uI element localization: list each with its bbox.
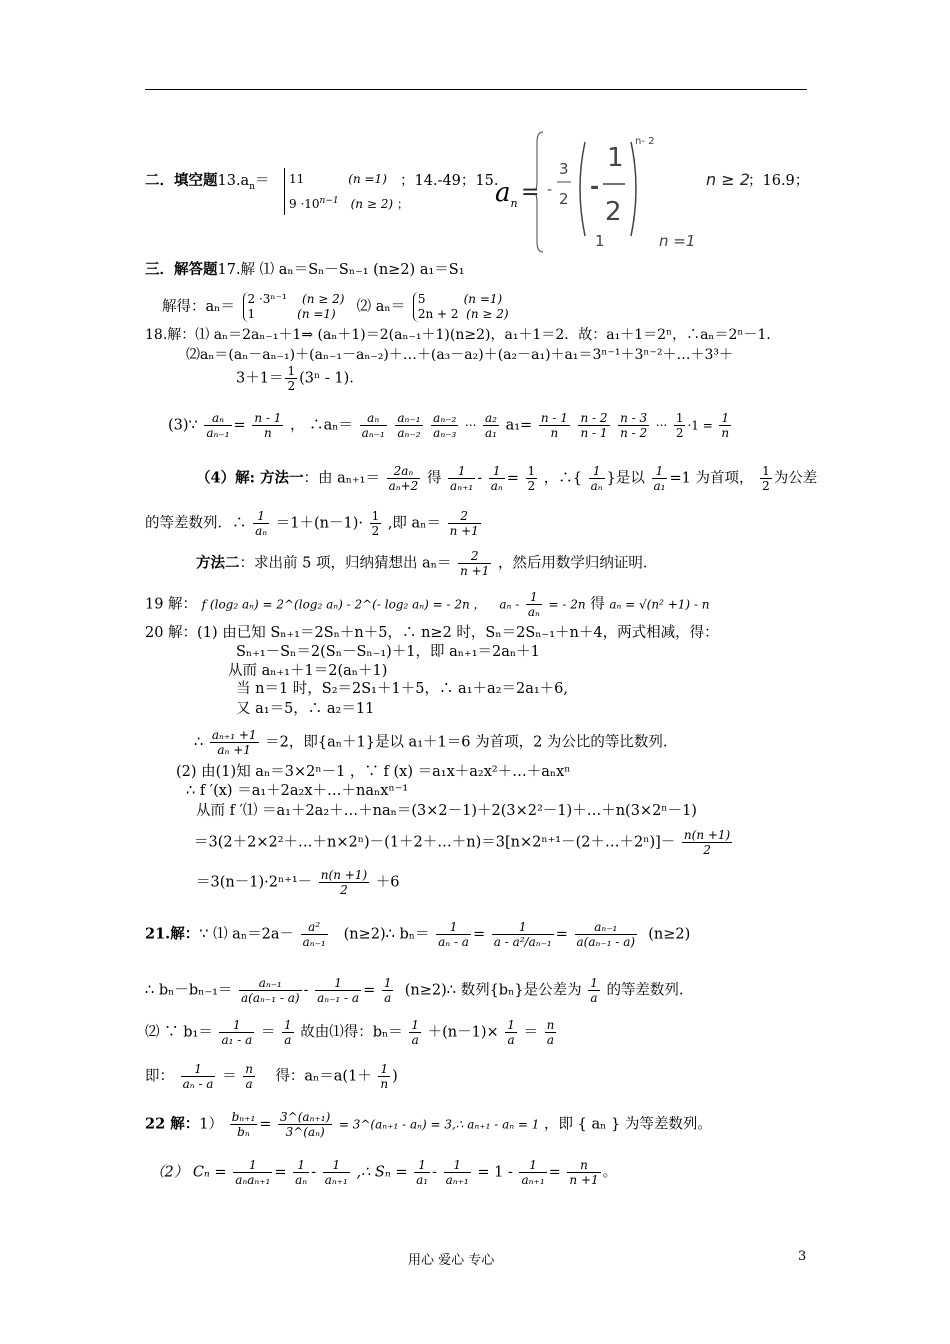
q18-line2: ⑵aₙ＝(aₙ－aₙ₋₁)＋(aₙ₋₁－aₙ₋₂)＋…＋(a₃－a₂)＋(a₂－a₁)＋a₁＝3ⁿ⁻¹＋3ⁿ⁻²＋…＋3³＋ [186,347,733,363]
q18-line6: 的等差数列．∴ $\frac{1}{\text{aₙ}}$ ＝1＋(n－1)· $\frac{1}{2}$ ,即 aₙ＝ $\frac{2}{n +1}$ [145,509,479,538]
q22-line2: （2） Cₙ = $\frac{1}{\text{aₙaₙ₊₁}}$ = $\frac{1}{\text{aₙ}}$ - $\frac{1}{\text{aₙ₊₁}}$ ,∴ Sₙ = $\frac{1}{\text{a₁}}$ - $\frac{1}{\text{aₙ₊₁}}$ = 1 - $\frac{1}{\text{aₙ₊₁}}$ = $\frac{n}{n +1}$ 。 [150,1158,618,1187]
svg-text:3: 3 [559,160,569,178]
q14-answer: ；14.-49；15. [400,173,499,189]
q22-line1: 22 解：1） $\frac{\text{bₙ₊₁}}{\text{bₙ}}$ = $\frac{\text{3\textasciicircum{}(aₙ₊₁)}}{\text{3\textasciicircum{}(aₙ)}}$ = 3^(aₙ₊₁ - aₙ) = 3,∴ aₙ₊₁ - aₙ = 1 ，即 { aₙ } 为等差数列。 [145,1110,712,1139]
q20-line1: 20 解：(1) 由已知 Sₙ₊₁＝2Sₙ＋n＋5，∴ n≥2 时，Sₙ＝2Sₙ₋₁＋n＋4，两式相减，得： [145,625,719,641]
svg-text:-: - [590,175,600,200]
q21-line4: 即： $\frac{1}{\text{aₙ - a}}$ ＝ $\frac{n}{a}$ 得：aₙ＝a(1＋ $\frac{1}{n}$ ) [145,1062,398,1091]
q20-line5: 又 a₁＝5，∴ a₂＝11 [236,701,375,717]
sec2-line: 二．填空题$13.a_n=$ [145,172,270,192]
q20-line8: ∴ f ′(x) ＝a₁＋2a₂x＋…＋naₙxⁿ⁻¹ [186,783,409,799]
q21-line3: ⑵ ∵ b₁＝ $\frac{1}{\text{a₁ - a}}$ ＝ $\frac{1}{a}$ 故由⑴得：bₙ＝ $\frac{1}{a}$ ＋(n－1)× $\frac{1}{a}$ ＝ $\frac{n}{a}$ [145,1018,555,1047]
q19-line: 19 解： f (log₂ aₙ) = 2^(log₂ aₙ) - 2^(- log₂ aₙ) = - 2n ， aₙ - $\frac{1}{\text{aₙ}}$ = - 2n 得 aₙ = √(n² +1) - n [145,590,710,619]
sec3-heading: 三．解答题 [145,261,218,278]
q15-eq: = [521,180,540,205]
q18-line3: 3＋1＝ $\frac{1}{2}$ (3ⁿ - 1)． [236,364,364,393]
q18-line1: 18.解：⑴ aₙ＝2aₙ₋₁＋1⇒ (aₙ＋1)＝2(aₙ₋₁＋1)(n≥2)，a₁＋1＝2．故：a₁＋1＝2ⁿ，∴aₙ＝2ⁿ－1． [145,327,781,343]
q15-an: $a_n$ [495,178,518,211]
svg-text:2: 2 [559,190,569,208]
svg-text:n- 2: n- 2 [635,136,655,147]
svg-text:1: 1 [595,232,605,250]
q17-line1: 三．解答题17.解 ⑴ aₙ＝Sₙ－Sₙ₋₁ (n≥2) a₁＝S₁ [145,261,465,278]
q21-line2: ∴ bₙ－bₙ₋₁＝ $\frac{\text{aₙ₋₁}}{\text{a(aₙ₋₁ - a)}}$ - $\frac{1}{\text{aₙ₋₁ - a}}$ = $\frac{1}{a}$ (n≥2)∴ 数列{bₙ}是公差为 $\frac{1}{a}$ 的等差数列. [145,976,684,1005]
q18-line4: (3)∵ $\frac{\text{aₙ}}{\text{aₙ₋₁}}$ = $\frac{n - 1}{n}$ ， ∴aₙ＝ $\frac{\text{aₙ}}{\text{aₙ₋₁}}$ $\frac{\text{aₙ₋₁}}{\text{aₙ₋₂}}$ $\frac{\text{aₙ₋₂}}{\text{aₙ₋₃}}$ ··· $\frac{\text{a₂}}{\text{a₁}}$ a₁= $\frac{n - 1}{n}$ $\frac{n - 2}{n - 1}$ $\frac{n - 3}{n - 2}$ ··· $\frac{1}{2}$ ·1 = $\frac{1}{n}$ [168,411,730,440]
q21-line1: 21.解：∵ ⑴ aₙ＝2a－ $\frac{\text{a²}}{\text{aₙ₋₁}}$ (n≥2)∴ bₙ＝ $\frac{1}{\text{aₙ - a}}$ = $\frac{1}{\text{a - a²/aₙ₋₁}}$ = $\frac{\text{aₙ₋₁}}{\text{a(aₙ₋₁ - a)}}$ (n≥2) [145,920,691,949]
q16-answer: ；16.9； [748,173,810,189]
q18-line7: 方法二：求出前 5 项，归纳猜想出 aₙ＝ $\frac{2}{n +1}$ ，然后用数学归纳证明． [196,549,658,578]
svg-text:n =1: n =1 [659,232,696,250]
q13-cases: 11 (n =1) $9 \cdot 10^{n-1}$ (n ≥ 2) ； [284,168,409,215]
svg-text:-: - [547,182,553,198]
page-number: 3 [798,1249,807,1264]
q20-line9: 从而 f ′⑴ ＝a₁＋2a₂＋…＋naₙ＝(3×2－1)＋2(3×2²－1)＋…＋n(3×2ⁿ－1) [196,803,697,819]
q18-line5: （4）解: 方法一：由 aₙ₊₁＝ $\frac{\text{2aₙ}}{\text{aₙ+2}}$ 得 $\frac{1}{\text{aₙ₊₁}}$ - $\frac{1}{\text{aₙ}}$ = $\frac{1}{2}$ ，∴{ $\frac{1}{\text{aₙ}}$ }是以 $\frac{1}{\text{a₁}}$ =1 为首项， $\frac{1}{2}$ 为公差 [196,464,818,493]
q20-line2: Sₙ₊₁－Sₙ＝2(Sₙ－Sₙ₋₁)＋1，即 aₙ₊₁＝2aₙ＋1 [236,644,540,660]
page-footer: 用心 爱心 专心 [408,1253,495,1268]
svg-text:1: 1 [607,143,624,173]
q20-line7: (2) 由(1)知 aₙ＝3×2ⁿ－1 ，∵ f (x) ＝a₁x＋a₂x²＋…＋aₙxⁿ [176,764,571,780]
q15-cond1: n ≥ 2 [706,170,750,189]
q20-line3: 从而 aₙ₊₁＋1＝2(aₙ＋1) [228,663,388,679]
q17-line2: 解得：aₙ＝ 2 ·3ⁿ⁻¹ (n ≥ 2) 1 (n =1) ⑵ aₙ＝ 5 (n =1) 2n + 2 (n ≥ 2) [162,292,509,321]
header-rule [145,89,807,90]
q20-line6: ∴ $\frac{\text{aₙ₊₁ +1}}{\text{aₙ +1}}$ ＝2，即{aₙ＋1}是以 a₁＋1＝6 为首项，2 为公比的等比数列. [194,728,668,757]
sec2-heading: 二．填空题 [145,172,218,189]
q15-formula [535,128,705,258]
svg-text:2: 2 [605,197,622,227]
q20-line4: 当 n＝1 时，S₂＝2S₁＋1＋5，∴ a₁＋a₂＝2a₁＋6, [236,681,568,697]
q20-line11: ＝3(n－1)·2ⁿ⁺¹－ $\frac{n(n +1)}{2}$ ＋6 [196,868,400,897]
q20-line10: ＝3(2＋2×2²＋…＋n×2ⁿ)－(1＋2＋…＋n)＝3[n×2ⁿ⁺¹－(2＋…＋2ⁿ)]－ $\frac{n(n +1)}{2}$ [194,828,731,857]
